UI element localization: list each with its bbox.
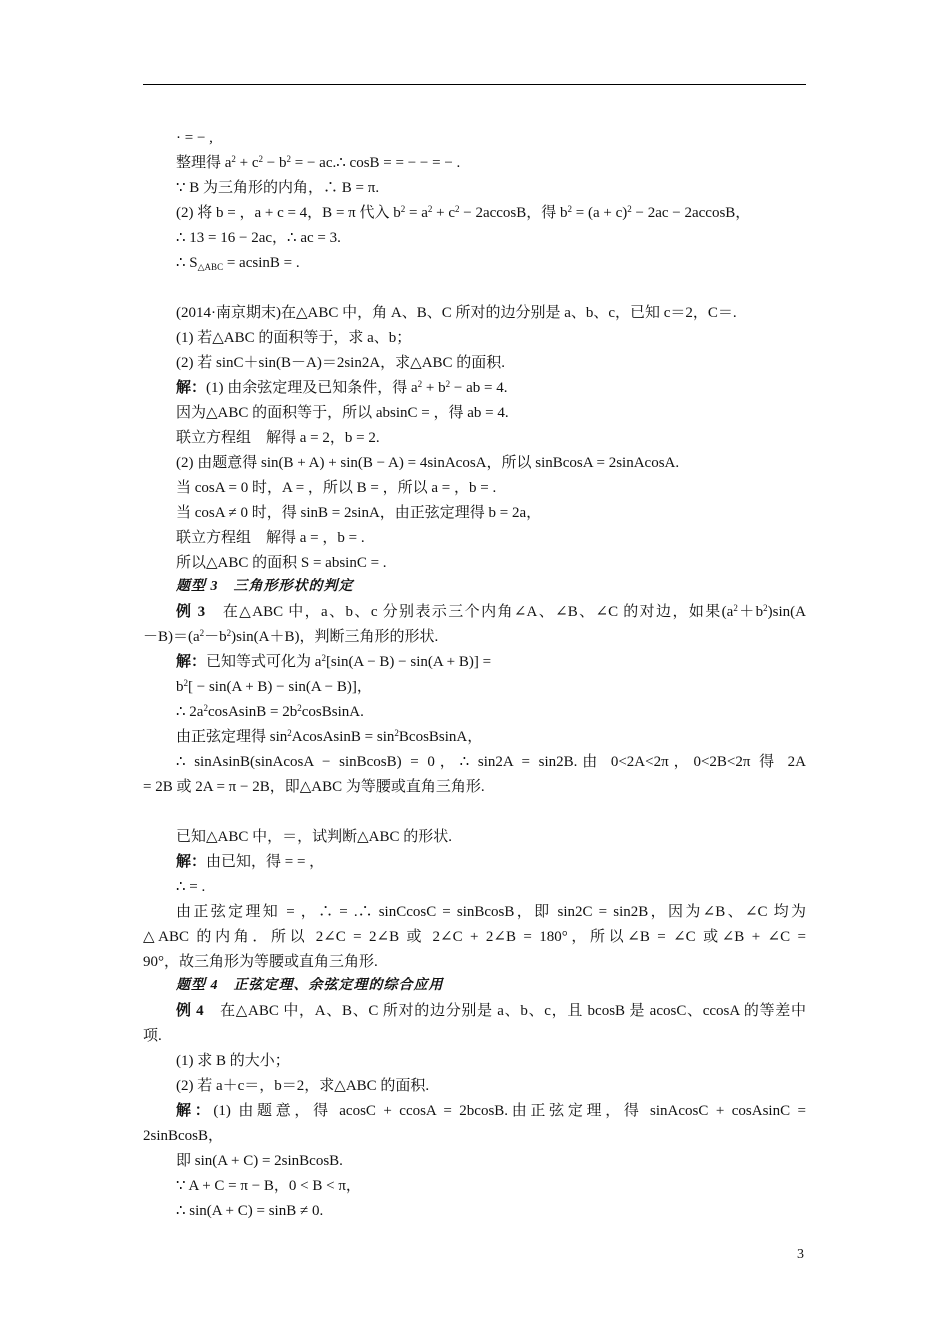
text-line: 所以△ABC 的面积 S = absinC = .	[176, 555, 387, 571]
header-rule	[143, 84, 806, 85]
text-line: 由正弦定理得 $\sin^2AcosAsinB$ = $\sin^2BcosBsinA$，	[176, 728, 483, 745]
text-line: = 2B 或 2A = π − 2B，即△ABC 为等腰或直角三角形.	[143, 779, 485, 795]
section-heading: 题型 3 三角形形状的判定	[176, 579, 354, 594]
text-line: 例 4 在△ABC 中，A、B、C 所对的边分别是 a、b、c，且 bcosB 是 acosC、ccosA 的等差中	[176, 1003, 806, 1019]
text-line: 由正弦定理知 = ，∴ = .∴ sinCcosC = sinBcosB，即 sin2C = sin2B，因为∠B、∠C 均为	[176, 904, 806, 920]
text-line: ∴ $S_{\triangle ABC} = acsinB$ = .	[176, 255, 300, 272]
text-line: 解：已知等式可化为 $a^2[\sin(A - B) - \sin(A + B)]$ =	[176, 653, 492, 670]
text-line: 因为△ABC 的面积等于，所以 absinC = ，得 ab = 4.	[176, 405, 509, 421]
text-line: (2) 若 sinC＋sin(B－A)＝2sin2A，求△ABC 的面积.	[176, 355, 506, 371]
text-line: 2sinBcosB，	[143, 1128, 224, 1144]
text-line: 例 3 在△ABC 中，a、b、c 分别表示三个内角∠A、∠B、∠C 的对边，如果$(a^2+b^2)\sin(A$	[176, 603, 806, 620]
text-line: (2) 将 b = ，a + c = 4，B = π 代入 $b^2 = a^2 + c^2 - 2accosB$，得 $b^2 = (a + c)^2 - 2ac - 2accosB$，	[176, 204, 751, 221]
text-line: $-B)=(a^2-b^2)\sin(A+B)$，判断三角形的形状.	[143, 628, 439, 645]
text-line: (2014·南京期末)在△ABC 中，角 A、B、C 所对的边分别是 a、b、c，已知 c＝2，C＝.	[176, 305, 737, 321]
text-line: 90°，故三角形为等腰或直角三角形.	[143, 954, 378, 970]
text-line: 当 cosA = 0 时，A = ，所以 B = ，所以 a = ，b = .	[176, 480, 497, 496]
text-line: ∴ sin(A + C) = sinB ≠ 0.	[176, 1203, 324, 1219]
text-line: ∵ A + C = π − B，0 < B < π，	[176, 1178, 361, 1194]
text-line: (2) 由题意得 sin(B + A) + sin(B − A) = 4sinAcosA，所以 sinBcosA = 2sinAcosA.	[176, 455, 680, 471]
text-line: 联立方程组 解得 a = ，b = .	[176, 530, 365, 546]
text-line: 当 cosA ≠ 0 时，得 sinB = 2sinA，由正弦定理得 b = 2a，	[176, 505, 542, 521]
text-line: (1) 若△ABC 的面积等于，求 a、b；	[176, 330, 412, 346]
text-line: ∴ sinAsinB(sinAcosA − sinBcosB) = 0，∴ sin2A = sin2B.由 0<2A<2π，0<2B<2π 得 2A	[176, 754, 806, 770]
section-heading: 题型 4 正弦定理、余弦定理的综合应用	[176, 978, 444, 993]
text-line: ∴ = .	[176, 879, 206, 895]
text-line: (2) 若 a＋c＝，b＝2，求△ABC 的面积.	[176, 1078, 430, 1094]
text-line: 已知△ABC 中，＝，试判断△ABC 的形状.	[176, 829, 453, 845]
text-line: ∵ B 为三角形的内角，∴ B = π.	[176, 180, 380, 196]
text-line: ∴ $2a^2cosAsinB$ = $2b^2cosBsinA$.	[176, 703, 364, 720]
text-line: $b^2[ - \sin(A + B) - \sin(A - B)]$，	[176, 678, 372, 695]
text-line: 即 sin(A + C) = 2sinBcosB.	[176, 1153, 343, 1169]
text-line: ∴ 13 = 16 − 2ac，∴ ac = 3.	[176, 230, 341, 246]
text-line: 联立方程组 解得 a = 2，b = 2.	[176, 430, 380, 446]
text-line: 项.	[143, 1028, 162, 1044]
text-line: 解：(1) 由余弦定理及已知条件，得 $a^2 + b^2$ − ab = 4.	[176, 379, 508, 396]
page-number: 3	[797, 1247, 804, 1262]
text-line: △ABC 的内角．所以 2∠C = 2∠B 或 2∠C + 2∠B = 180°，所以∠B = ∠C 或∠B + ∠C =	[143, 929, 806, 945]
text-line: (1) 求 B 的大小；	[176, 1053, 290, 1069]
text-line: 解：由已知，得 = = ，	[176, 854, 325, 870]
text-line: 解：(1) 由题意，得 acosC + ccosA = 2bcosB.由正弦定理，得 sinAcosC + cosAsinC =	[176, 1103, 806, 1119]
text-line: 整理得 $a^2 + c^2 - b^2$ = − ac.∴ cosB = = − − = − .	[176, 154, 461, 171]
text-line: · = − ,	[176, 130, 213, 146]
